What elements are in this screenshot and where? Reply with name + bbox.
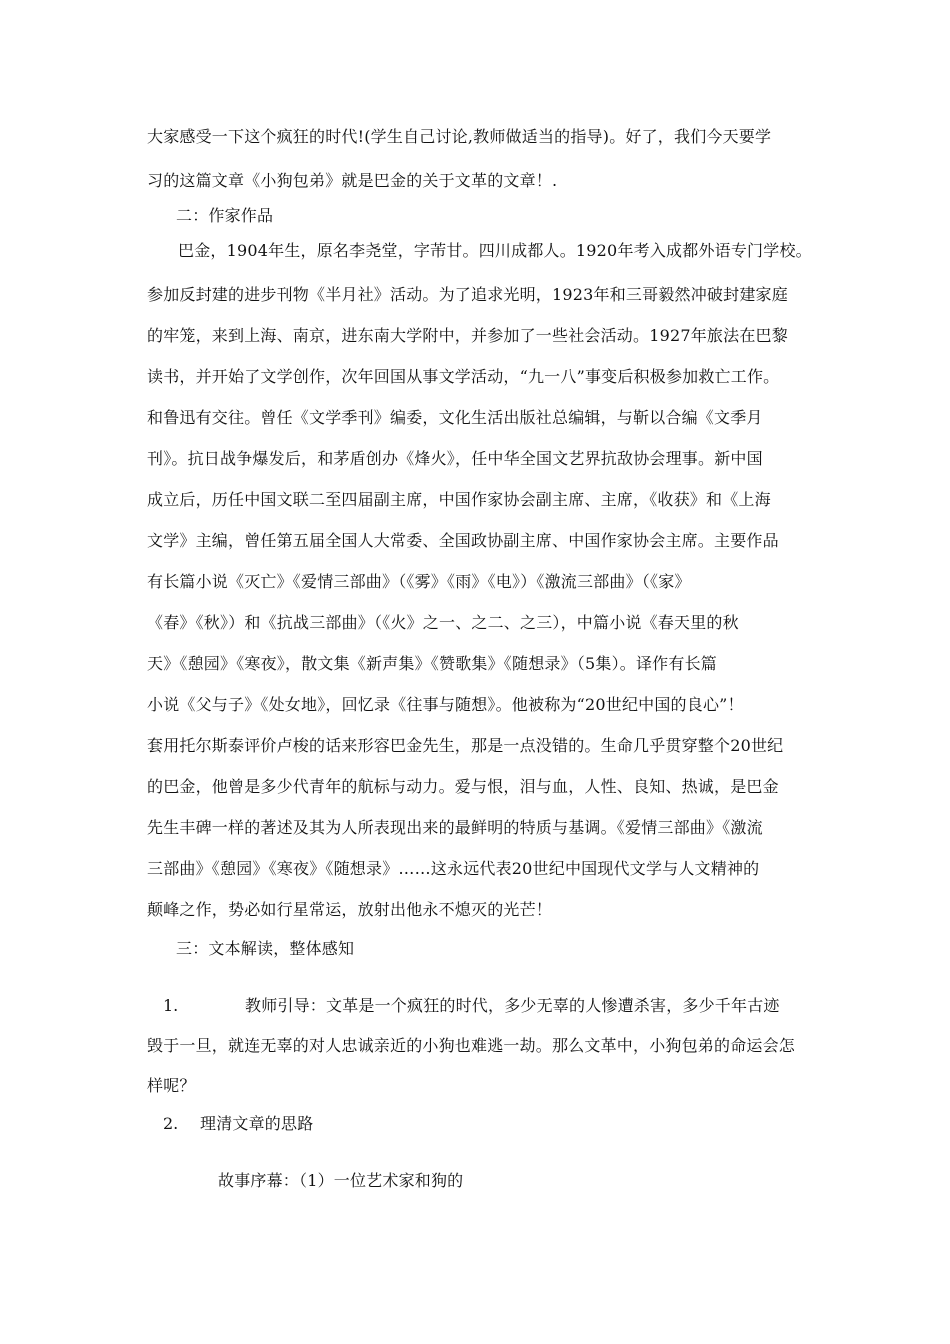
list-item-text: 教师引导：文革是一个疯狂的时代，多少无辜的人惨遭杀害，多少千年古迹 (245, 996, 780, 1015)
paragraph-line: 的牢笼，来到上海、南京，进东南大学附中，并参加了一些社会活动。1927年旅法在巴黎 (147, 326, 788, 345)
paragraph-line: 刊》。抗日战争爆发后，和茅盾创办《烽火》，任中华全国文艺界抗敌协会理事。新中国 (147, 449, 763, 468)
paragraph-line: 小说《父与子》《处女地》，回忆录《往事与随想》。他被称为“20世纪中国的良心”！ (147, 695, 744, 714)
paragraph-line: 天》《憩园》《寒夜》，散文集《新声集》《赞歌集》《随想录》（5集）。译作有长篇 (147, 654, 717, 673)
list-number: 2. (163, 1114, 179, 1133)
story-prologue: 故事序幕：（1）一位艺术家和狗的 (218, 1171, 464, 1190)
paragraph-line: 有长篇小说《灭亡》《爱情三部曲》（《雾》《雨》《电》）《激流三部曲》（《家》 (147, 572, 691, 591)
paragraph-line: 成立后，历任中国文联二至四届副主席，中国作家协会副主席、主席，《收获》和《上海 (147, 490, 771, 509)
paragraph-line: 三部曲》《憩园》《寒夜》《随想录》……这永远代表20世纪中国现代文学与人文精神的 (147, 859, 760, 878)
intro-line: 习的这篇文章《小狗包弟》就是巴金的关于文革的文章！. (147, 171, 558, 190)
paragraph-line: 颠峰之作，势必如行星常运，放射出他永不熄灭的光芒！ (147, 900, 553, 919)
paragraph-line: 的巴金，他曾是多少代青年的航标与动力。爱与恨，泪与血，人性、良知、热诚，是巴金 (147, 777, 779, 796)
section-heading-reading: 三：文本解读，整体感知 (176, 939, 355, 958)
list-item-text: 毁于一旦，就连无辜的对人忠诚亲近的小狗也难逃一劫。那么文革中，小狗包弟的命运会怎 (147, 1036, 796, 1055)
section-heading-author: 二：作家作品 (176, 206, 274, 225)
paragraph-line: 《春》《秋》）和《抗战三部曲》（《火》之一、之二、之三），中篇小说《春天里的秋 (147, 613, 739, 632)
list-item-text: 样呢？ (147, 1076, 196, 1095)
list-number: 1. (163, 996, 179, 1015)
list-item-text: 理清文章的思路 (200, 1114, 314, 1133)
paragraph-line: 和鲁迅有交往。曾任《文学季刊》编委，文化生活出版社总编辑，与靳以合编《文季月 (147, 408, 763, 427)
intro-line: 大家感受一下这个疯狂的时代!(学生自己讨论,教师做适当的指导)。好了，我们今天要学 (147, 127, 772, 146)
paragraph-line: 读书，并开始了文学创作，次年回国从事文学活动，“九一八”事变后积极参加救亡工作。 (147, 367, 780, 386)
paragraph-line: 参加反封建的进步刊物《半月社》活动。为了追求光明，1923年和三哥毅然冲破封建家庭 (147, 285, 788, 304)
paragraph-line: 巴金，1904年生，原名李尧堂，字芾甘。四川成都人。1920年考入成都外语专门学校。 (178, 241, 812, 260)
paragraph-line: 文学》主编，曾任第五届全国人大常委、全国政协副主席、中国作家协会主席。主要作品 (147, 531, 779, 550)
paragraph-line: 先生丰碑一样的著述及其为人所表现出来的最鲜明的特质与基调。《爱情三部曲》《激流 (147, 818, 763, 837)
paragraph-line: 套用托尔斯泰评价卢梭的话来形容巴金先生，那是一点没错的。生命几乎贯穿整个20世纪 (147, 736, 784, 755)
